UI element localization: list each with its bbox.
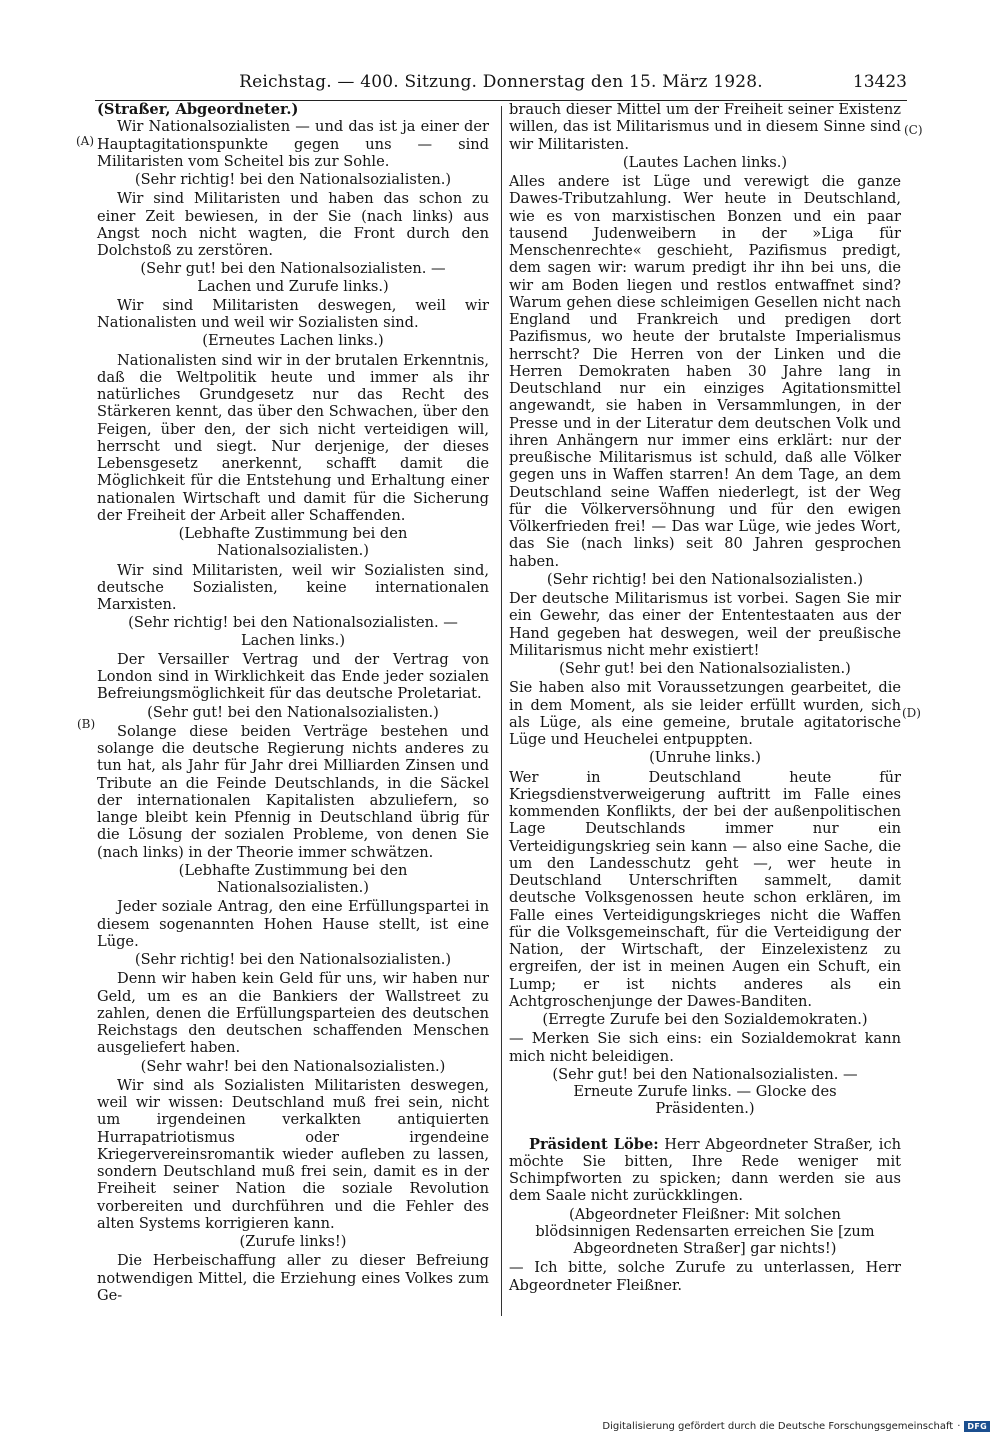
page-header	[95, 72, 907, 101]
paragraph: Wir sind Militaristen deswegen, weil wir Nationalisten und weil wir Sozialisten sind.	[97, 296, 489, 331]
remark: (Sehr gut! bei den Nationalsozialisten. — Lachen und Zurufe links.)	[140, 260, 446, 295]
remark: (Lebhafte Zustimmung bei den Nationalsozialisten.)	[178, 525, 408, 560]
speaker-continuation: (Straßer, Abgeordneter.)	[97, 101, 299, 118]
margin-marker-a: (A)	[76, 134, 95, 148]
left-column	[97, 101, 489, 1304]
paragraph: Sie haben also mit Voraussetzungen gearbeitet, die in dem Moment, als sie leider erfüllt wurden, sich als Lüge, als eine gemeine, brutale agitatorische Lüge und Heuchelei entpuppten.	[509, 679, 901, 748]
paragraph: Die Herbeischaffung aller zu dieser Befreiung notwendigen Mittel, die Erziehung eines Volkes zum Ge-	[97, 1252, 489, 1304]
header-title: Reichstag. — 400. Sitzung. Donnerstag den 15. März 1928.	[239, 72, 763, 92]
page-number: 13423	[852, 72, 907, 92]
paragraph: Jeder soziale Antrag, den eine Erfüllungspartei in diesem sogenannten Hohen Hause stellt, ist eine Lüge.	[97, 898, 489, 950]
remark: (Zurufe links!)	[239, 1233, 347, 1250]
remark: (Erregte Zurufe bei den Sozialdemokraten.)	[542, 1011, 868, 1028]
dfg-logo: DFG	[964, 1421, 990, 1432]
paragraph: Der deutsche Militarismus ist vorbei. Sagen Sie mir ein Gewehr, das einer der Ententestaaten aus der Hand gegeben hat deswegen, weil der preußische Militarismus nicht mehr existiert!	[509, 590, 901, 659]
remark: (Lautes Lachen links.)	[622, 153, 788, 171]
margin-marker-d: (D)	[902, 706, 921, 720]
remark: (Erneutes Lachen links.)	[202, 332, 384, 350]
funding-credit: Digitalisierung gefördert durch die Deutsche Forschungsgemeinschaft	[602, 1420, 954, 1432]
margin-marker-b: (B)	[77, 717, 96, 731]
margin-marker-c: (C)	[904, 123, 923, 137]
paragraph: brauch dieser Mittel um der Freiheit seiner Existenz willen, das ist Militarismus und in diesem Sinne sind wir Militaristen.	[509, 101, 901, 153]
paragraph: — Merken Sie sich eins: ein Sozialdemokrat kann mich nicht beleidigen.	[509, 1030, 901, 1065]
paragraph: Wir sind als Sozialisten Militaristen deswegen, weil wir wissen: Deutschland muß frei sein, nicht um irgendeinen verkalkten antiquierten Hurrapatriotismus oder irgendeine Kriegervereinsromantik wieder aufleben zu lassen, sondern Deutschland muß frei sein, damit es in der Freiheit seiner Nation die soziale Revolution vorbereiten und durchführen und die Fehler des alten Systems korrigieren kann.	[97, 1076, 489, 1232]
paragraph: — Ich bitte, solche Zurufe zu unterlassen, Herr Abgeordneter Fleißner.	[509, 1259, 901, 1294]
paragraph: Alles andere ist Lüge und verewigt die ganze Dawes-Tributzahlung. Wer heute in Deutschland, wie es von marxistischen Bonzen und ein paar tausend Judenweibern in der »Liga für Menschenrechte« geschieht, Pazifismus predigt, dem sagen wir: warum predigt ihr ihn bei uns, die wir am Boden liegen und restlos entwaffnet sind? Warum gehen diese schleimigen Gesellen nicht nach England und Frankreich und predigen dort Pazifismus, wo heute der brutalste Imperialismus herrscht? Die Herren von der Linken und die Herren Demokraten haben 30 Jahre lang in Deutschland nur ein einziges Agitationsmittel angewandt, sie haben in Versammlungen, in der Presse und in der Literatur dem deutschen Volk und ihren Anhängern nur immer eins erklärt: nur der preußische Militarismus ist schuld, daß alle Völker gegen uns in Waffen starren! An dem Tage, an dem Deutschland seine Waffen niederlegt, ist der Weg für die Völkerversöhnung und für den ewigen Völkerfrieden frei! — Das war Lüge, wie jedes Wort, das Sie (nach links) seit 80 Jahren gesprochen haben.	[509, 173, 901, 570]
paragraph: Denn wir haben kein Geld für uns, wir haben nur Geld, um es an die Bankiers der Wallstreet zu zahlen, denen die Erfüllungsparteien des deutschen Reichstags den deutschen schaffenden Menschen ausgeliefert haben.	[97, 970, 489, 1057]
speaker-name: Präsident Löbe:	[529, 1135, 659, 1153]
remark: (Sehr richtig! bei den Nationalsozialisten.)	[546, 570, 864, 588]
paragraph: Wir sind Militaristen, weil wir Sozialisten sind, deutsche Sozialisten, keine internationalen Marxisten.	[97, 561, 489, 613]
paragraph: Wir sind Militaristen und haben das schon zu einer Zeit bewiesen, in der Sie (nach links) aus Angst noch nicht wagten, die Front durch den Dolchstoß zu zerstören.	[97, 190, 489, 259]
footer-credit: Digitalisierung gefördert durch die Deutsche Forschungsgemeinschaft · DFG	[602, 1419, 990, 1433]
remark: (Sehr wahr! bei den Nationalsozialisten.)	[140, 1057, 446, 1075]
remark: (Unruhe links.)	[649, 749, 761, 767]
paragraph: Nationalisten sind wir in der brutalen Erkenntnis, daß die Weltpolitik heute und immer als ihr natürliches Grundgesetz nur das Recht des Stärkeren kennt, das über den Schwachen, über den Feigen, über den, der sich nicht verteidigen will, herrscht und siegt. Nur derjenige, der dieses Lebensgesetz anerkennt, schafft damit die Möglichkeit für die Entstehung und Erhaltung einer nationalen Wirtschaft und damit für die Sicherung der Freiheit der Arbeit aller Schaffenden.	[97, 351, 489, 524]
paragraph: Wer in Deutschland heute für Kriegsdienstverweigerung auftritt im Falle eines kommenden Konflikts, der bei der außenpolitischen Lage Deutschlands immer nur ein Verteidigungskrieg sein kann — also eine Sache, die um den Landesschutz geht —, wer heute in Deutschland Unterschriften sammelt, damit deutsche Volksgenossen heute schon erklären, im Falle eines Verteidigungskrieges nicht die Waffen für die Volksgemeinschaft, für die Verteidigung der Nation, der Wirtschaft, der Einzelexistenz zu ergreifen, der ist in meinen Augen ein Schuft, ein Lump; er ist nichts anderes als ein Achtgroschenjunge der Dawes-Banditen.	[509, 768, 901, 1010]
right-column	[509, 101, 901, 1294]
paragraph: Wir Nationalsozialisten — und das ist ja einer der Hauptagitationspunkte gegen uns — sind Militaristen vom Scheitel bis zur Sohle.	[97, 118, 489, 170]
remark: (Abgeordneter Fleißner: Mit solchen blödsinnigen Redensarten erreichen Sie [zum Abgeordneten Straßer] gar nichts!)	[535, 1205, 875, 1257]
column-divider	[501, 106, 502, 1316]
statement-text: Herr Abgeordneter Straßer, ich möchte Sie bitten, Ihre Rede weniger mit Schimpfworten zu spicken; dann werden sie aus dem Saale nicht zurückklingen.	[509, 1135, 902, 1205]
remark: (Sehr richtig! bei den Nationalsozialisten.)	[134, 951, 452, 968]
remark: (Sehr richtig! bei den Nationalsozialisten.)	[134, 171, 452, 188]
president-statement	[509, 1136, 901, 1205]
remark: (Sehr richtig! bei den Nationalsozialisten. — Lachen links.)	[128, 614, 458, 649]
remark: (Sehr gut! bei den Nationalsozialisten. — Erneute Zurufe links. — Glocke des Präsidenten.)	[552, 1065, 858, 1118]
remark: (Lebhafte Zustimmung bei den Nationalsozialisten.)	[178, 861, 408, 896]
remark: (Sehr gut! bei den Nationalsozialisten.)	[559, 660, 851, 677]
paragraph: Solange diese beiden Verträge bestehen und solange die deutsche Regierung nichts anderes zu tun hat, als Jahr für Jahr drei Milliarden Zinsen und Tribute an die Feinde Deutschlands, in die Säckel der internationalen Kapitalisten abzuliefern, so lange bleibt kein Pfennig in Deutschland übrig für die Lösung der sozialen Probleme, von denen Sie (nach links) in der Theorie immer schwätzen.	[97, 722, 489, 861]
paragraph: Der Versailler Vertrag und der Vertrag von London sind in Wirklichkeit das Ende jeder sozialen Befreiungsmöglichkeit für das deutsche Proletariat.	[97, 650, 489, 703]
remark: (Sehr gut! bei den Nationalsozialisten.)	[147, 703, 439, 721]
